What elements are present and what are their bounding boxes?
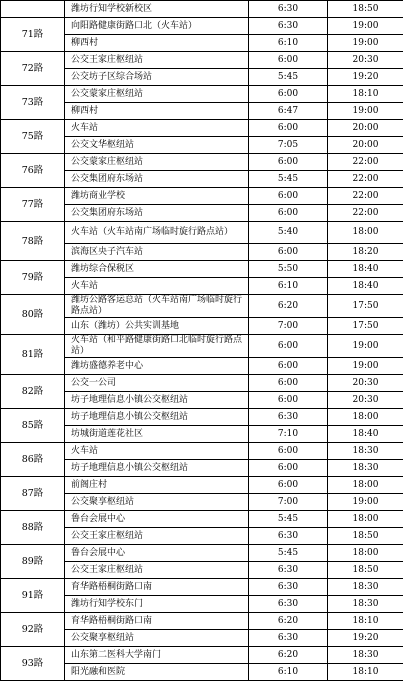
stop-name: 柳西村 xyxy=(65,103,249,120)
first-bus-time: 6:00 xyxy=(249,205,328,222)
route-number: 80路 xyxy=(1,295,65,335)
first-bus-time: 5:45 xyxy=(249,545,328,562)
last-bus-time: 18:30 xyxy=(328,647,403,664)
first-bus-time: 6:00 xyxy=(249,477,328,494)
last-bus-time: 18:10 xyxy=(328,86,403,103)
stop-name: 育华路梧桐街路口南 xyxy=(65,613,249,630)
last-bus-time: 18:00 xyxy=(328,409,403,426)
last-bus-time: 18:30 xyxy=(328,460,403,477)
last-bus-time: 22:00 xyxy=(328,188,403,205)
route-number: 72路 xyxy=(1,52,65,86)
route-number: 89路 xyxy=(1,545,65,579)
table-row xyxy=(1,1,403,18)
stop-name: 潍坊行知学校新校区 xyxy=(65,1,249,18)
table-row xyxy=(1,613,403,630)
stop-name: 公交王家庄枢纽站 xyxy=(65,52,249,69)
first-bus-time: 6:30 xyxy=(249,528,328,545)
table-row xyxy=(1,545,403,562)
route-number: 78路 xyxy=(1,222,65,261)
stop-name: 公交集团府东场站 xyxy=(65,205,249,222)
first-bus-time: 6:00 xyxy=(249,154,328,171)
first-bus-time: 6:00 xyxy=(249,358,328,375)
route-number: 82路 xyxy=(1,375,65,409)
first-bus-time: 6:00 xyxy=(249,52,328,69)
table-row xyxy=(1,52,403,69)
route-number: 71路 xyxy=(1,18,65,52)
first-bus-time: 6:00 xyxy=(249,120,328,137)
first-bus-time: 6:30 xyxy=(249,18,328,35)
table-row xyxy=(1,18,403,35)
route-number: 91路 xyxy=(1,579,65,613)
last-bus-time: 20:00 xyxy=(328,120,403,137)
route-number: 92路 xyxy=(1,613,65,647)
last-bus-time: 18:00 xyxy=(328,511,403,528)
route-number: 87路 xyxy=(1,477,65,511)
last-bus-time: 18:40 xyxy=(328,278,403,295)
first-bus-time: 5:40 xyxy=(249,222,328,244)
last-bus-time: 19:00 xyxy=(328,18,403,35)
table-row xyxy=(1,120,403,137)
route-number: 77路 xyxy=(1,188,65,222)
first-bus-time: 6:20 xyxy=(249,613,328,630)
first-bus-time: 6:00 xyxy=(249,86,328,103)
first-bus-time: 7:05 xyxy=(249,137,328,154)
first-bus-time: 5:45 xyxy=(249,69,328,86)
route-number: 81路 xyxy=(1,335,65,375)
first-bus-time: 5:45 xyxy=(249,171,328,188)
table-row xyxy=(1,154,403,171)
stop-name: 公交蒙家庄枢纽站 xyxy=(65,86,249,103)
stop-name: 公交王家庄枢纽站 xyxy=(65,562,249,579)
stop-name: 公交聚享枢纽站 xyxy=(65,494,249,511)
stop-name: 公交文华枢纽站 xyxy=(65,137,249,154)
first-bus-time: 6:30 xyxy=(249,579,328,596)
stop-name: 潍坊商业学校 xyxy=(65,188,249,205)
last-bus-time: 18:00 xyxy=(328,222,403,244)
last-bus-time: 19:00 xyxy=(328,335,403,358)
stop-name: 潍坊行知学校东门 xyxy=(65,596,249,613)
route-number: 86路 xyxy=(1,443,65,477)
stop-name: 火车站 xyxy=(65,120,249,137)
stop-name: 向阳路健康街路口北（火车站） xyxy=(65,18,249,35)
first-bus-time: 7:10 xyxy=(249,426,328,443)
first-bus-time: 6:47 xyxy=(249,103,328,120)
stop-name: 公交一公司 xyxy=(65,375,249,392)
stop-name: 坊子地理信息小镇公交枢纽站 xyxy=(65,409,249,426)
stop-name: 公交集团府东场站 xyxy=(65,171,249,188)
route-number: 76路 xyxy=(1,154,65,188)
stop-name: 坊子地理信息小镇公交枢纽站 xyxy=(65,460,249,477)
stop-name: 山东（潍坊）公共实训基地 xyxy=(65,318,249,335)
last-bus-time: 18:50 xyxy=(328,562,403,579)
first-bus-time: 6:00 xyxy=(249,335,328,358)
last-bus-time: 18:00 xyxy=(328,545,403,562)
stop-name: 公交聚享枢纽站 xyxy=(65,630,249,647)
last-bus-time: 19:00 xyxy=(328,35,403,52)
first-bus-time: 6:00 xyxy=(249,188,328,205)
stop-name: 公交王家庄枢纽站 xyxy=(65,528,249,545)
last-bus-time: 17:50 xyxy=(328,318,403,335)
table-row xyxy=(1,188,403,205)
stop-name: 滨海区央子汽车站 xyxy=(65,244,249,261)
first-bus-time: 6:30 xyxy=(249,630,328,647)
last-bus-time: 18:40 xyxy=(328,261,403,278)
first-bus-time: 7:00 xyxy=(249,494,328,511)
stop-name: 潍坊综合保税区 xyxy=(65,261,249,278)
stop-name: 柳西村 xyxy=(65,35,249,52)
last-bus-time: 17:50 xyxy=(328,295,403,318)
stop-name: 火车站（和平路健康街路口北临时旋行路点站） xyxy=(65,335,249,358)
schedule-body xyxy=(1,1,403,681)
last-bus-time: 19:00 xyxy=(328,103,403,120)
last-bus-time: 20:30 xyxy=(328,392,403,409)
route-number: 88路 xyxy=(1,511,65,545)
first-bus-time: 6:00 xyxy=(249,460,328,477)
route-number: 85路 xyxy=(1,409,65,443)
stop-name: 火车站 xyxy=(65,278,249,295)
table-row xyxy=(1,647,403,664)
last-bus-time: 22:00 xyxy=(328,205,403,222)
first-bus-time: 7:00 xyxy=(249,318,328,335)
first-bus-time: 6:30 xyxy=(249,1,328,18)
last-bus-time: 22:00 xyxy=(328,154,403,171)
last-bus-time: 18:50 xyxy=(328,1,403,18)
last-bus-time: 18:30 xyxy=(328,596,403,613)
last-bus-time: 18:10 xyxy=(328,664,403,681)
first-bus-time: 6:30 xyxy=(249,409,328,426)
last-bus-time: 19:00 xyxy=(328,494,403,511)
stop-name: 阳光融和医院 xyxy=(65,664,249,681)
first-bus-time: 6:00 xyxy=(249,375,328,392)
first-bus-time: 6:00 xyxy=(249,443,328,460)
stop-name: 火车站 xyxy=(65,443,249,460)
last-bus-time: 18:30 xyxy=(328,579,403,596)
last-bus-time: 18:00 xyxy=(328,477,403,494)
stop-name: 育华路梧桐街路口南 xyxy=(65,579,249,596)
last-bus-time: 22:00 xyxy=(328,171,403,188)
first-bus-time: 6:10 xyxy=(249,35,328,52)
stop-name: 潍坊盛德养老中心 xyxy=(65,358,249,375)
table-row xyxy=(1,222,403,244)
last-bus-time: 18:30 xyxy=(328,443,403,460)
table-row xyxy=(1,477,403,494)
first-bus-time: 6:30 xyxy=(249,596,328,613)
stop-name: 公交坊子区综合场站 xyxy=(65,69,249,86)
table-row xyxy=(1,86,403,103)
last-bus-time: 18:20 xyxy=(328,244,403,261)
route-number xyxy=(1,1,65,18)
table-row xyxy=(1,409,403,426)
first-bus-time: 6:00 xyxy=(249,244,328,261)
table-row xyxy=(1,443,403,460)
table-row xyxy=(1,261,403,278)
table-row xyxy=(1,335,403,358)
stop-name: 山东第二医科大学南门 xyxy=(65,647,249,664)
first-bus-time: 6:30 xyxy=(249,562,328,579)
first-bus-time: 6:20 xyxy=(249,647,328,664)
first-bus-time: 6:10 xyxy=(249,278,328,295)
last-bus-time: 20:00 xyxy=(328,137,403,154)
stop-name: 鲁台会展中心 xyxy=(65,511,249,528)
first-bus-time: 6:10 xyxy=(249,664,328,681)
first-bus-time: 6:20 xyxy=(249,295,328,318)
last-bus-time: 20:30 xyxy=(328,375,403,392)
table-row xyxy=(1,375,403,392)
first-bus-time: 5:50 xyxy=(249,261,328,278)
last-bus-time: 18:40 xyxy=(328,426,403,443)
last-bus-time: 19:20 xyxy=(328,69,403,86)
table-row xyxy=(1,511,403,528)
table-row xyxy=(1,295,403,318)
last-bus-time: 18:10 xyxy=(328,613,403,630)
stop-name: 火车站（火车站南广场临时旋行路点站） xyxy=(65,222,249,244)
stop-name: 公交蒙家庄枢纽站 xyxy=(65,154,249,171)
last-bus-time: 18:50 xyxy=(328,528,403,545)
route-number: 75路 xyxy=(1,120,65,154)
route-number: 79路 xyxy=(1,261,65,295)
route-number: 73路 xyxy=(1,86,65,120)
first-bus-time: 6:00 xyxy=(249,392,328,409)
last-bus-time: 19:00 xyxy=(328,358,403,375)
stop-name: 前阁庄村 xyxy=(65,477,249,494)
route-number: 93路 xyxy=(1,647,65,681)
stop-name: 坊城街道莲花社区 xyxy=(65,426,249,443)
stop-name: 鲁台会展中心 xyxy=(65,545,249,562)
last-bus-time: 19:20 xyxy=(328,630,403,647)
table-row xyxy=(1,579,403,596)
stop-name: 坊子地理信息小镇公交枢纽站 xyxy=(65,392,249,409)
stop-name: 潍坊公路客运总站（火车站南广场临时旋行路点站） xyxy=(65,295,249,318)
first-bus-time: 5:45 xyxy=(249,511,328,528)
last-bus-time: 20:30 xyxy=(328,52,403,69)
